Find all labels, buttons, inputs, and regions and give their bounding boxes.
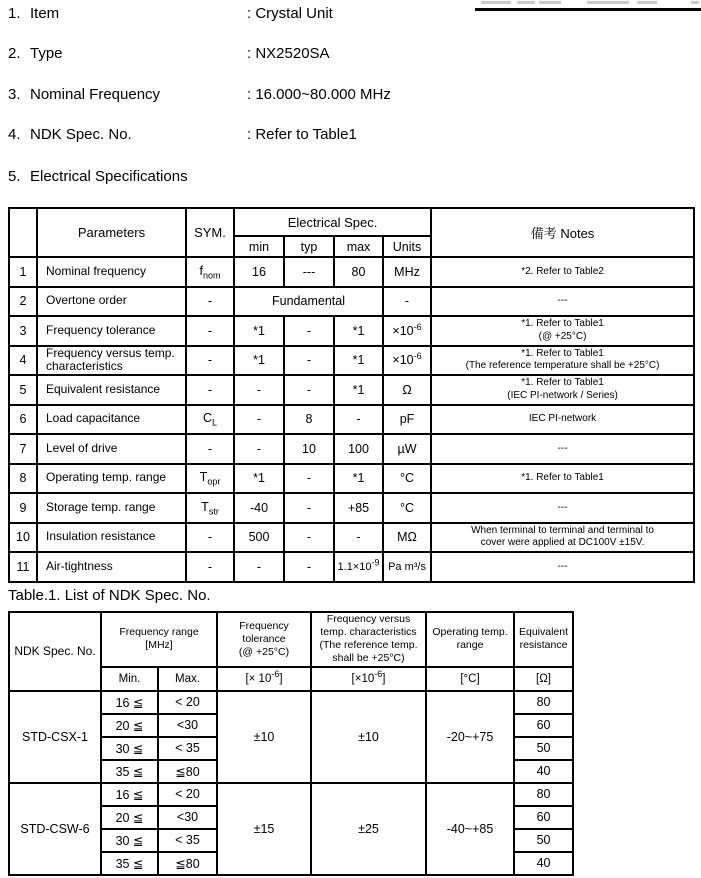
row-index-cell: 1 [9, 257, 37, 287]
typ-cell: - [284, 552, 334, 582]
notes-cell: *2. Refer to Table2 [431, 257, 694, 287]
item-row-nominal-frequency [0, 85, 701, 105]
typ-cell: 10 [284, 434, 334, 464]
item-value: : Crystal Unit [247, 5, 333, 22]
resistance-cell: 60 [514, 714, 573, 737]
freq-max-cell: < 35 [158, 829, 217, 852]
max-cell: - [334, 523, 383, 553]
row-index-cell: 3 [9, 316, 37, 346]
notes-cell: --- [431, 434, 694, 464]
notes-cell: *1. Refer to Table1 (@ +25°C) [431, 316, 694, 346]
sym-cell: - [186, 523, 234, 553]
min-cell: *1 [234, 316, 284, 346]
item-label: Nominal Frequency [30, 86, 161, 103]
freq-min-cell: 20 ≦ [101, 714, 158, 737]
table1-title: Table.1. List of NDK Spec. No. [8, 587, 211, 604]
notes-cell: When terminal to terminal and terminal to cover were applied at DC100V ±15V. [431, 523, 694, 553]
elec-row [9, 257, 694, 287]
sym-cell: - [186, 316, 234, 346]
notes-cell: --- [431, 552, 694, 582]
index-column-header [9, 208, 37, 257]
item-value: : NX2520SA [247, 45, 330, 62]
resistance-cell: 40 [514, 852, 573, 875]
elec-row [9, 316, 694, 346]
units-cell: Ω [383, 375, 431, 405]
min-cell: - [234, 434, 284, 464]
row-index-cell: 8 [9, 464, 37, 494]
param-cell: Load capacitance [37, 405, 186, 435]
units-cell: MHz [383, 257, 431, 287]
notes-header: 備考 Notes [431, 208, 694, 257]
sym-cell: - [186, 346, 234, 376]
resistance-cell: 60 [514, 806, 573, 829]
param-cell: Insulation resistance [37, 523, 186, 553]
operating-unit-cell: [°C] [426, 667, 514, 691]
freq-min-cell: 35 ≦ [101, 852, 158, 875]
freq-min-cell: 20 ≦ [101, 806, 158, 829]
resistance-cell: 40 [514, 760, 573, 783]
operating-temp-cell: -40~+85 [426, 783, 514, 875]
ndk-spec-no-table [8, 611, 574, 876]
units-cell: - [383, 287, 431, 317]
min-cell: 500 [234, 523, 284, 553]
resistance-cell: 50 [514, 829, 573, 852]
item-row-ndk-spec-no [0, 125, 701, 145]
typ-cell: - [284, 523, 334, 553]
sym-cell: $T_{str}$ [186, 493, 234, 523]
elec-row [9, 434, 694, 464]
operating-temp-cell: -20~+75 [426, 691, 514, 783]
elec-row [9, 287, 694, 317]
fvt-unit-cell: $[\times 10^{-6}]$ [311, 667, 426, 691]
notes-cell: *1. Refer to Table1 (IEC PI-network / Series) [431, 375, 694, 405]
item-number: 4. [8, 126, 21, 143]
item-value: : Refer to Table1 [247, 126, 357, 143]
section-number: 5. [8, 168, 21, 185]
units-cell: µW [383, 434, 431, 464]
table1-row [9, 783, 573, 806]
freq-max-cell: < 20 [158, 783, 217, 806]
max-cell: *1 [334, 464, 383, 494]
param-cell: Nominal frequency [37, 257, 186, 287]
elec-header-row-1 [9, 208, 694, 236]
frequency-range-header: Frequency range [MHz] [101, 612, 217, 667]
item-label: Item [30, 5, 60, 22]
min-header: min [234, 236, 284, 257]
tolerance-cell: ±15 [217, 783, 311, 875]
notes-cell: *1. Refer to Table1 [431, 464, 694, 494]
elec-row [9, 346, 694, 376]
fvt-cell: ±25 [311, 783, 426, 875]
typ-cell: - [284, 493, 334, 523]
freq-min-cell: 30 ≦ [101, 737, 158, 760]
row-index-cell: 11 [9, 552, 37, 582]
row-index-cell: 9 [9, 493, 37, 523]
sym-cell: - [186, 434, 234, 464]
min-cell: -40 [234, 493, 284, 523]
sym-cell: - [186, 287, 234, 317]
parameters-header: Parameters [37, 208, 186, 257]
freq-max-cell: ≦80 [158, 760, 217, 783]
freq-vs-temp-header: Frequency versus temp. characteristics (The reference temp. shall be +25°C) [311, 612, 426, 667]
max-cell: $1.1\times 10^{-9}$ [334, 552, 383, 582]
freq-max-cell: <30 [158, 806, 217, 829]
typ-cell: - [284, 346, 334, 376]
freq-max-cell: < 20 [158, 691, 217, 714]
spec-no-cell: STD-CSW-6 [9, 783, 101, 875]
typ-cell: --- [284, 257, 334, 287]
resistance-unit-cell: [Ω] [514, 667, 573, 691]
sym-cell: - [186, 375, 234, 405]
section-heading-electrical-specifications [0, 167, 701, 187]
freq-min-cell: 35 ≦ [101, 760, 158, 783]
notes-cell: IEC PI-network [431, 405, 694, 435]
resistance-cell: 80 [514, 783, 573, 806]
param-cell: Frequency tolerance [37, 316, 186, 346]
sym-cell: $T_{opr}$ [186, 464, 234, 494]
equivalent-resistance-header: Equivalent resistance [514, 612, 573, 667]
tolerance-unit-cell: [× $10^{-6}$] [217, 667, 311, 691]
units-cell: $\times 10^{-6}$ [383, 316, 431, 346]
freq-max-cell: < 35 [158, 737, 217, 760]
item-label: Type [30, 45, 63, 62]
fundamental-cell: Fundamental [234, 287, 383, 317]
row-index-cell: 4 [9, 346, 37, 376]
min-cell: *1 [234, 464, 284, 494]
max-subheader: Max. [158, 667, 217, 691]
tolerance-cell: ±10 [217, 691, 311, 783]
spec-no-cell: STD-CSX-1 [9, 691, 101, 783]
sym-cell: $f_{nom}$ [186, 257, 234, 287]
elec-row [9, 523, 694, 553]
freq-max-cell: ≦80 [158, 852, 217, 875]
max-cell: +85 [334, 493, 383, 523]
max-cell: *1 [334, 316, 383, 346]
min-cell: 16 [234, 257, 284, 287]
max-cell: 80 [334, 257, 383, 287]
resistance-cell: 80 [514, 691, 573, 714]
units-cell: $\times 10^{-6}$ [383, 346, 431, 376]
units-header: Units [383, 236, 431, 257]
sym-cell: $C_L$ [186, 405, 234, 435]
row-index-cell: 5 [9, 375, 37, 405]
max-header: max [334, 236, 383, 257]
elec-row [9, 405, 694, 435]
units-cell: °C [383, 464, 431, 494]
min-cell: - [234, 405, 284, 435]
row-index-cell: 2 [9, 287, 37, 317]
param-cell: Air-tightness [37, 552, 186, 582]
max-cell: - [334, 405, 383, 435]
resistance-cell: 50 [514, 737, 573, 760]
section-title: Electrical Specifications [30, 168, 188, 185]
row-index-cell: 10 [9, 523, 37, 553]
param-cell: Equivalent resistance [37, 375, 186, 405]
sym-cell: - [186, 552, 234, 582]
elec-row [9, 375, 694, 405]
freq-min-cell: 30 ≦ [101, 829, 158, 852]
elec-row [9, 493, 694, 523]
fvt-cell: ±10 [311, 691, 426, 783]
max-cell: *1 [334, 346, 383, 376]
param-cell: Overtone order [37, 287, 186, 317]
min-subheader: Min. [101, 667, 158, 691]
param-cell: Operating temp. range [37, 464, 186, 494]
row-index-cell: 7 [9, 434, 37, 464]
units-cell: MΩ [383, 523, 431, 553]
notes-cell: --- [431, 493, 694, 523]
typ-header: typ [284, 236, 334, 257]
item-row-type [0, 44, 701, 64]
min-cell: - [234, 552, 284, 582]
elec-row [9, 464, 694, 494]
notes-cell: *1. Refer to Table1 (The reference temperature shall be +25°C) [431, 346, 694, 376]
units-cell: °C [383, 493, 431, 523]
item-number: 2. [8, 45, 21, 62]
units-cell: pF [383, 405, 431, 435]
notes-cell: --- [431, 287, 694, 317]
param-cell: Frequency versus temp. characteristics [37, 346, 186, 376]
max-cell: *1 [334, 375, 383, 405]
table1-header-row-1 [9, 612, 573, 667]
typ-cell: - [284, 316, 334, 346]
typ-cell: - [284, 375, 334, 405]
item-number: 1. [8, 5, 21, 22]
elec-row [9, 552, 694, 582]
row-index-cell: 6 [9, 405, 37, 435]
min-cell: - [234, 375, 284, 405]
item-number: 3. [8, 86, 21, 103]
frequency-tolerance-header: Frequency tolerance (@ +25°C) [217, 612, 311, 667]
ndk-spec-no-header: NDK Spec. No. [9, 612, 101, 691]
min-cell: *1 [234, 346, 284, 376]
param-cell: Storage temp. range [37, 493, 186, 523]
sym-header: SYM. [186, 208, 234, 257]
table1-row [9, 691, 573, 714]
units-cell: Pa m³/s [383, 552, 431, 582]
item-label: NDK Spec. No. [30, 126, 132, 143]
item-value: : 16.000~80.000 MHz [247, 86, 391, 103]
freq-min-cell: 16 ≦ [101, 783, 158, 806]
operating-temp-header: Operating temp. range [426, 612, 514, 667]
typ-cell: 8 [284, 405, 334, 435]
freq-max-cell: <30 [158, 714, 217, 737]
typ-cell: - [284, 464, 334, 494]
max-cell: 100 [334, 434, 383, 464]
param-cell: Level of drive [37, 434, 186, 464]
freq-min-cell: 16 ≦ [101, 691, 158, 714]
item-row-item [0, 4, 701, 24]
electrical-spec-table [8, 207, 695, 583]
electrical-spec-header: Electrical Spec. [234, 208, 431, 236]
